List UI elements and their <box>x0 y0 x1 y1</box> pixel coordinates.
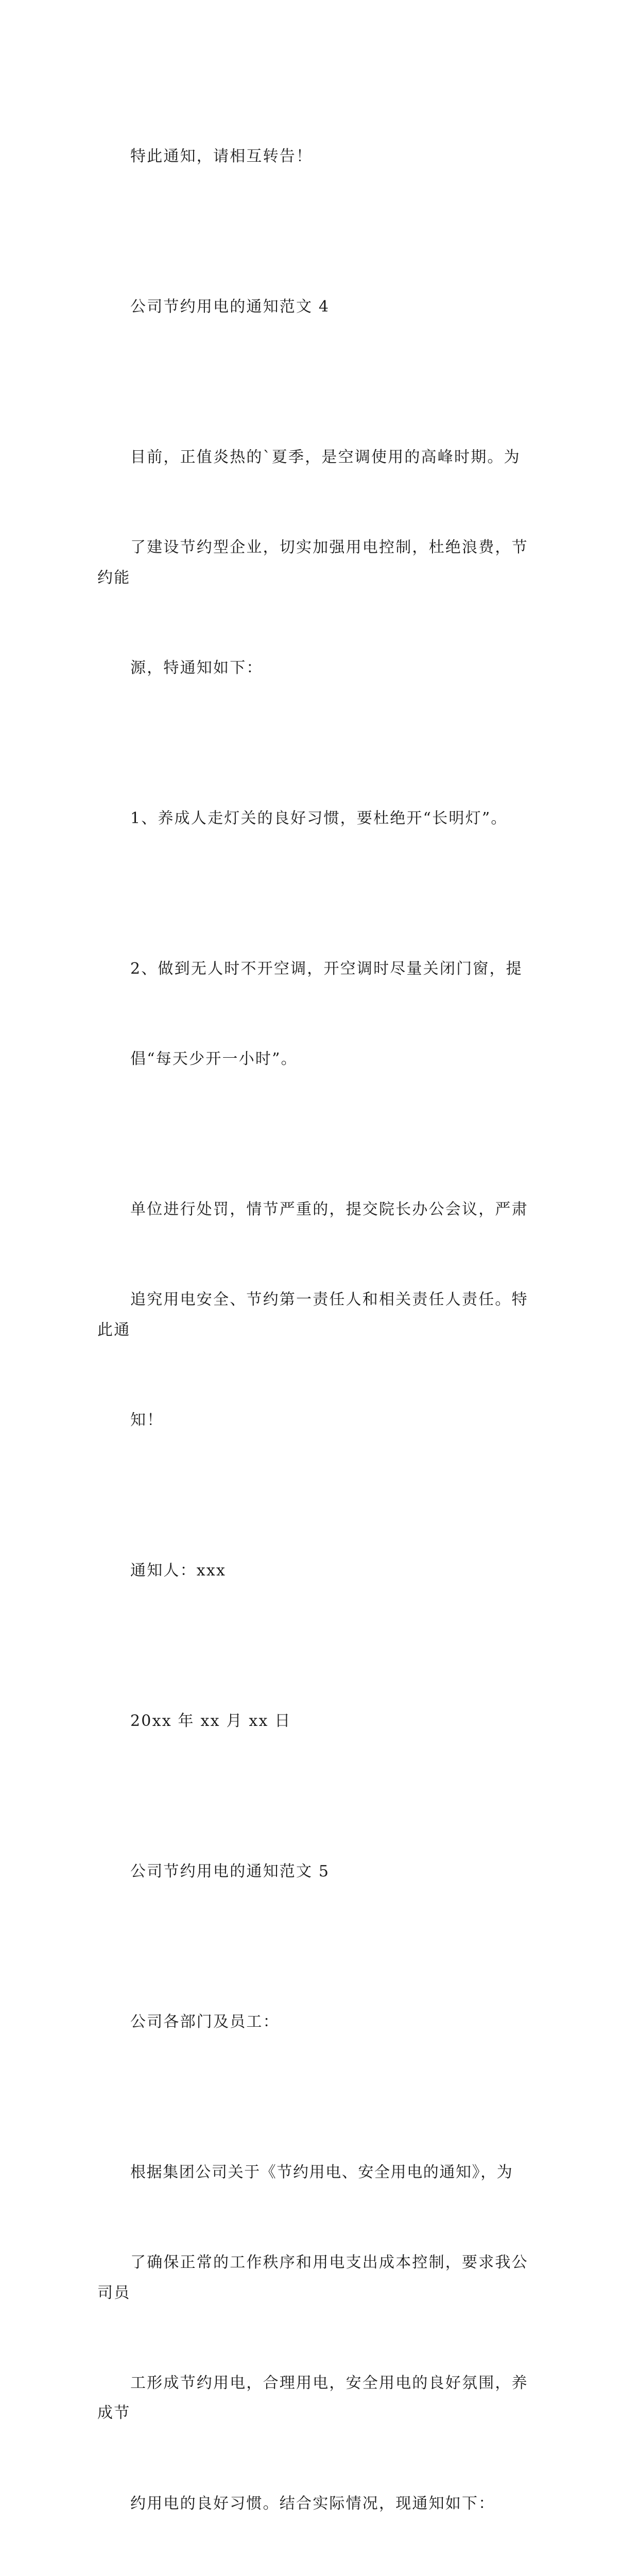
section-heading-4 <box>97 232 541 382</box>
body-paragraph <box>97 382 541 743</box>
text-line: 特此通知，请相互转告！ <box>130 147 313 165</box>
text-line: 通知人：xxx <box>130 1561 227 1580</box>
text-line: 2、做到无人时不开空调，开空调时尽量关闭门窗，提 <box>130 959 523 978</box>
list-item <box>97 743 541 894</box>
body-paragraph <box>97 2097 541 2576</box>
text-line: 公司节约用电的通知范文 5 <box>130 1862 330 1880</box>
text-line: 工形成节约用电，合理用电，安全用电的良好氛围，养成节 <box>97 2374 528 2422</box>
date-line <box>97 1646 541 1797</box>
list-item <box>97 894 541 1134</box>
text-line: 倡“每天少开一小时”。 <box>130 1050 298 1068</box>
text-line: 1、养成人走灯关的良好习惯，要杜绝开“长明灯”。 <box>130 809 508 827</box>
text-line: 目前，正值炎热的`夏季，是空调使用的高峰时期。为 <box>130 448 521 466</box>
salutation <box>97 1947 541 2097</box>
text-line: 了确保正常的工作秩序和用电支出成本控制，要求我公司员 <box>97 2253 528 2302</box>
closing-line <box>97 81 541 232</box>
text-line: 公司节约用电的通知范文 4 <box>130 297 330 316</box>
text-line: 根据集团公司关于《节约用电、安全用电的通知》，为 <box>130 2163 513 2182</box>
text-line: 单位进行处罚，情节严重的，提交院长办公会议，严肃 <box>130 1200 528 1219</box>
body-paragraph <box>97 1134 541 1496</box>
notifier-line <box>97 1496 541 1646</box>
section-heading-5 <box>97 1797 541 1947</box>
text-line: 20xx 年 xx 月 xx 日 <box>130 1711 291 1730</box>
text-line: 追究用电安全、节约第一责任人和相关责任人责任。特此通 <box>97 1291 528 1339</box>
text-line: 了建设节约型企业，切实加强用电控制，杜绝浪费，节约能 <box>97 538 528 587</box>
text-line: 公司各部门及员工： <box>130 2013 280 2031</box>
text-line: 约用电的良好习惯。结合实际情况，现通知如下： <box>130 2494 495 2513</box>
text-line: 源，特通知如下： <box>130 658 263 677</box>
document-page <box>97 81 541 2576</box>
text-line: 知！ <box>130 1411 164 1429</box>
